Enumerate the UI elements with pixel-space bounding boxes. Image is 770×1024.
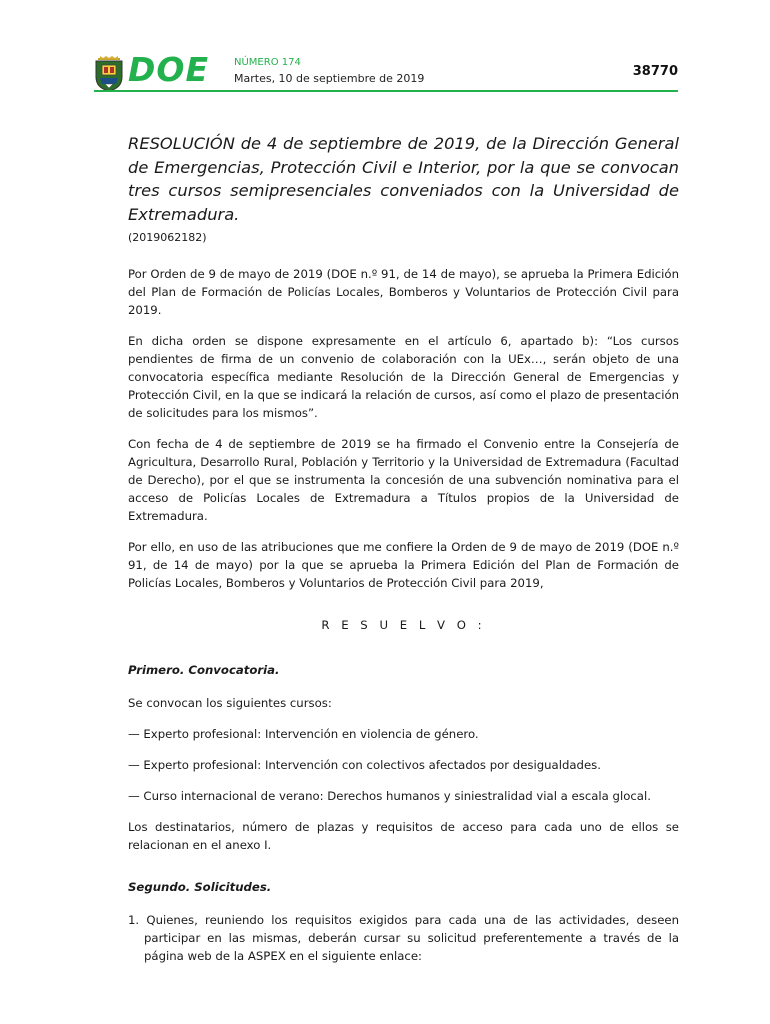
numbered-item: 1. Quienes, reuniendo los requisitos exigidos para cada una de las actividades, deseen participar en las mismas, deberán cursar su solicitud preferentemente a través de la página web de la ASPEX en el siguiente enlace:: [128, 913, 679, 963]
doe-header: [94, 52, 678, 94]
header-divider: [94, 90, 678, 92]
resuelvo-heading: R E S U E L V O :: [321, 618, 486, 632]
paragraph: Por Orden de 9 de mayo de 2019 (DOE n.º 91, de 14 de mayo), se aprueba la Primera Edición del Plan de Formación de Policías Locales, Bomberos y Voluntarios de Protección Civil para 2019.: [128, 267, 679, 317]
section-closing: Los destinatarios, número de plazas y requisitos de acceso para cada uno de ellos se relacionan en el anexo I.: [128, 820, 679, 852]
course-item: — Experto profesional: Intervención con colectivos afectados por desigualdades.: [128, 758, 601, 772]
coat-of-arms-icon: [94, 56, 124, 92]
document-body: [128, 132, 679, 965]
paragraph: Con fecha de 4 de septiembre de 2019 se ha firmado el Convenio entre la Consejería de Agricultura, Desarrollo Rural, Población y Territorio y la Universidad de Extremadura (Facultad de Derecho), por el que se instrumenta la concesión de una subvención nominativa para el acceso de Policías Locales de Extremadura a Títulos propios de la Universidad de Extremadura.: [128, 437, 679, 523]
paragraph: En dicha orden se dispone expresamente en el artículo 6, apartado b): “Los cursos pendientes de firma de un convenio de colaboración con la UEx…, serán objeto de una convocatoria específica mediante Resolución de la Dirección General de Emergencias y Protección Civil, en la que se indicará la relación de cursos, así como el plazo de presentación de solicitudes para los mismos”.: [128, 334, 679, 420]
course-item: — Experto profesional: Intervención en violencia de género.: [128, 727, 479, 741]
resolution-title: RESOLUCIÓN de 4 de septiembre de 2019, de la Dirección General de Emergencias, Protección Civil e Interior, por la que se convocan tres cursos semipresenciales conveniados con la Universidad de Extremadura.: [128, 134, 679, 224]
section-intro: Se convocan los siguientes cursos:: [128, 696, 332, 710]
issue-number: NÚMERO 174: [234, 57, 301, 68]
paragraph: Por ello, en uso de las atribuciones que me confiere la Orden de 9 de mayo de 2019 (DOE n.º 91, de 14 de mayo) por la que se aprueba la Primera Edición del Plan de Formación de Policías Locales, Bomberos y Voluntarios de Protección Civil para 2019,: [128, 540, 679, 590]
document-reference: (2019062182): [128, 231, 207, 244]
section-heading-primero: Primero. Convocatoria.: [128, 663, 280, 677]
issue-date: Martes, 10 de septiembre de 2019: [234, 72, 425, 85]
page-number: 38770: [632, 64, 678, 79]
doe-logo: DOE: [128, 50, 209, 89]
course-item: — Curso internacional de verano: Derechos humanos y siniestralidad vial a escala glocal.: [128, 789, 651, 803]
section-heading-segundo: Segundo. Solicitudes.: [128, 880, 272, 894]
